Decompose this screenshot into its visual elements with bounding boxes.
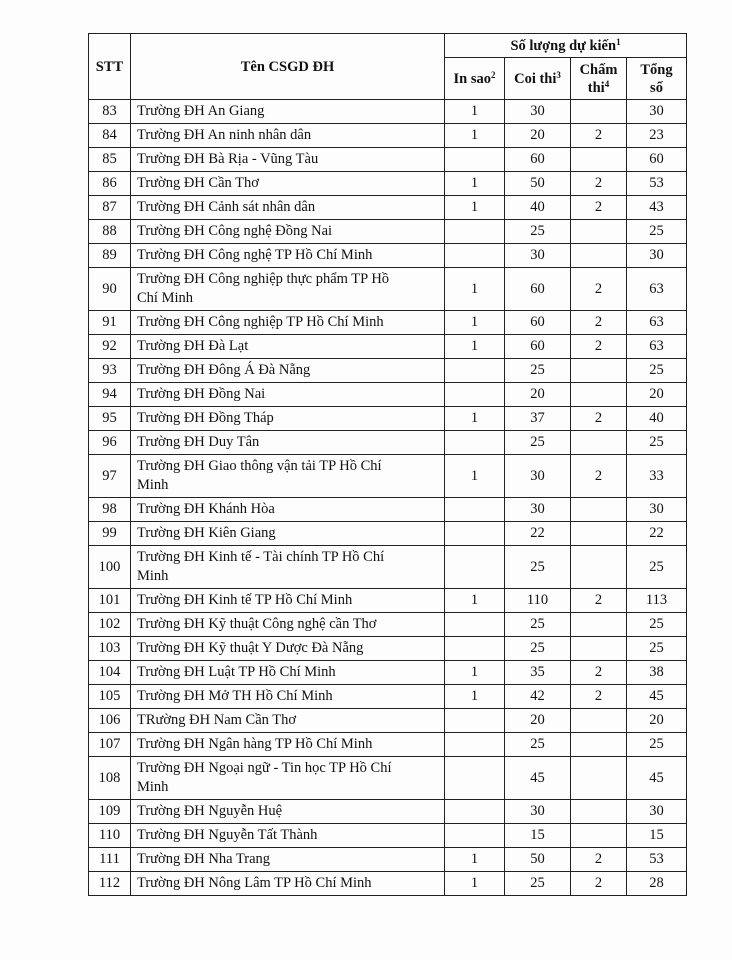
cell-tong-so: 25 — [627, 220, 687, 244]
header-name: Tên CSGD ĐH — [131, 34, 445, 100]
header-tong-so: Tổng số — [627, 58, 687, 100]
table-row — [89, 685, 687, 709]
cell-stt: 108 — [89, 757, 131, 800]
cell-name: Trường ĐH Nguyễn Tất Thành — [131, 824, 445, 848]
cell-stt: 105 — [89, 685, 131, 709]
cell-cham-thi — [571, 244, 627, 268]
table-row — [89, 335, 687, 359]
table-row — [89, 268, 687, 311]
cell-name: Trường ĐH Cảnh sát nhân dân — [131, 196, 445, 220]
cell-cham-thi — [571, 383, 627, 407]
cell-cham-thi: 2 — [571, 407, 627, 431]
cell-tong-so: 15 — [627, 824, 687, 848]
cell-stt: 92 — [89, 335, 131, 359]
university-quota-table — [88, 33, 687, 896]
cell-in-sao: 1 — [445, 589, 505, 613]
cell-cham-thi — [571, 546, 627, 589]
cell-cham-thi — [571, 522, 627, 546]
cell-stt: 84 — [89, 124, 131, 148]
cell-stt: 87 — [89, 196, 131, 220]
cell-tong-so: 23 — [627, 124, 687, 148]
cell-cham-thi: 2 — [571, 589, 627, 613]
cell-name: Trường ĐH An Giang — [131, 100, 445, 124]
cell-coi-thi: 50 — [505, 172, 571, 196]
cell-name: TRường ĐH Nam Cần Thơ — [131, 709, 445, 733]
cell-name: Trường ĐH Ngân hàng TP Hồ Chí Minh — [131, 733, 445, 757]
cell-in-sao: 1 — [445, 685, 505, 709]
table-row — [89, 148, 687, 172]
cell-cham-thi — [571, 613, 627, 637]
cell-in-sao: 1 — [445, 335, 505, 359]
cell-name: Trường ĐH Công nghệ TP Hồ Chí Minh — [131, 244, 445, 268]
cell-cham-thi — [571, 824, 627, 848]
table-row — [89, 311, 687, 335]
table-row — [89, 244, 687, 268]
cell-coi-thi: 20 — [505, 124, 571, 148]
cell-stt: 91 — [89, 311, 131, 335]
table-row — [89, 498, 687, 522]
cell-coi-thi: 30 — [505, 455, 571, 498]
table-row — [89, 800, 687, 824]
cell-tong-so: 113 — [627, 589, 687, 613]
table-row — [89, 383, 687, 407]
cell-coi-thi: 20 — [505, 383, 571, 407]
cell-in-sao: 1 — [445, 268, 505, 311]
cell-coi-thi: 60 — [505, 148, 571, 172]
cell-in-sao: 1 — [445, 661, 505, 685]
cell-coi-thi: 110 — [505, 589, 571, 613]
cell-tong-so: 43 — [627, 196, 687, 220]
cell-cham-thi — [571, 498, 627, 522]
cell-coi-thi: 25 — [505, 733, 571, 757]
cell-tong-so: 25 — [627, 613, 687, 637]
cell-name: Trường ĐH Đông Á Đà Nẵng — [131, 359, 445, 383]
cell-cham-thi: 2 — [571, 172, 627, 196]
cell-stt: 103 — [89, 637, 131, 661]
cell-tong-so: 25 — [627, 359, 687, 383]
cell-cham-thi — [571, 733, 627, 757]
cell-cham-thi — [571, 431, 627, 455]
table-row — [89, 613, 687, 637]
cell-stt: 95 — [89, 407, 131, 431]
cell-coi-thi: 30 — [505, 800, 571, 824]
cell-cham-thi: 2 — [571, 455, 627, 498]
cell-in-sao: 1 — [445, 124, 505, 148]
cell-tong-so: 20 — [627, 383, 687, 407]
header-group: Số lượng dự kiến$^1$ — [445, 34, 687, 58]
cell-coi-thi: 60 — [505, 335, 571, 359]
table-row — [89, 522, 687, 546]
cell-tong-so: 30 — [627, 800, 687, 824]
cell-stt: 88 — [89, 220, 131, 244]
cell-in-sao — [445, 522, 505, 546]
cell-cham-thi: 2 — [571, 196, 627, 220]
cell-tong-so: 63 — [627, 268, 687, 311]
cell-name: Trường ĐH Đồng Nai — [131, 383, 445, 407]
cell-stt: 86 — [89, 172, 131, 196]
cell-stt: 110 — [89, 824, 131, 848]
cell-tong-so: 28 — [627, 872, 687, 896]
cell-cham-thi: 2 — [571, 685, 627, 709]
header-cham-thi: Chấm thi$^4$ — [571, 58, 627, 100]
cell-tong-so: 60 — [627, 148, 687, 172]
cell-in-sao: 1 — [445, 311, 505, 335]
table-row — [89, 709, 687, 733]
cell-tong-so: 33 — [627, 455, 687, 498]
table-row — [89, 757, 687, 800]
cell-name: Trường ĐH Đồng Tháp — [131, 407, 445, 431]
cell-tong-so: 20 — [627, 709, 687, 733]
cell-in-sao: 1 — [445, 872, 505, 896]
cell-stt: 112 — [89, 872, 131, 896]
cell-coi-thi: 35 — [505, 661, 571, 685]
cell-name: Trường ĐH Nguyễn Huệ — [131, 800, 445, 824]
cell-tong-so: 63 — [627, 311, 687, 335]
cell-cham-thi: 2 — [571, 872, 627, 896]
cell-name: Trường ĐH Bà Rịa - Vũng Tàu — [131, 148, 445, 172]
cell-in-sao: 1 — [445, 848, 505, 872]
cell-stt: 109 — [89, 800, 131, 824]
cell-coi-thi: 25 — [505, 359, 571, 383]
cell-in-sao — [445, 757, 505, 800]
cell-cham-thi — [571, 148, 627, 172]
cell-name: Trường ĐH Giao thông vận tải TP Hồ Chí Minh — [131, 455, 445, 498]
cell-stt: 98 — [89, 498, 131, 522]
table-row — [89, 824, 687, 848]
cell-coi-thi: 42 — [505, 685, 571, 709]
cell-in-sao: 1 — [445, 172, 505, 196]
cell-coi-thi: 22 — [505, 522, 571, 546]
cell-coi-thi: 60 — [505, 311, 571, 335]
cell-name: Trường ĐH Duy Tân — [131, 431, 445, 455]
cell-stt: 104 — [89, 661, 131, 685]
table-row — [89, 407, 687, 431]
table-row — [89, 637, 687, 661]
cell-name: Trường ĐH Mở TH Hồ Chí Minh — [131, 685, 445, 709]
cell-cham-thi — [571, 100, 627, 124]
cell-name: Trường ĐH Kinh tế TP Hồ Chí Minh — [131, 589, 445, 613]
cell-name: Trường ĐH Nha Trang — [131, 848, 445, 872]
cell-coi-thi: 50 — [505, 848, 571, 872]
cell-cham-thi — [571, 800, 627, 824]
cell-cham-thi — [571, 757, 627, 800]
cell-stt: 93 — [89, 359, 131, 383]
cell-in-sao: 1 — [445, 100, 505, 124]
cell-coi-thi: 37 — [505, 407, 571, 431]
cell-name: Trường ĐH Luật TP Hồ Chí Minh — [131, 661, 445, 685]
cell-stt: 100 — [89, 546, 131, 589]
cell-stt: 94 — [89, 383, 131, 407]
cell-coi-thi: 25 — [505, 613, 571, 637]
cell-tong-so: 25 — [627, 431, 687, 455]
cell-coi-thi: 25 — [505, 431, 571, 455]
cell-in-sao — [445, 220, 505, 244]
cell-tong-so: 25 — [627, 637, 687, 661]
table-row — [89, 546, 687, 589]
cell-tong-so: 25 — [627, 546, 687, 589]
cell-coi-thi: 20 — [505, 709, 571, 733]
table-row — [89, 172, 687, 196]
cell-coi-thi: 25 — [505, 220, 571, 244]
cell-name: Trường ĐH Ngoại ngữ - Tin học TP Hồ Chí Minh — [131, 757, 445, 800]
cell-stt: 96 — [89, 431, 131, 455]
cell-tong-so: 25 — [627, 733, 687, 757]
cell-tong-so: 30 — [627, 244, 687, 268]
cell-stt: 89 — [89, 244, 131, 268]
cell-name: Trường ĐH Công nghiệp TP Hồ Chí Minh — [131, 311, 445, 335]
cell-in-sao — [445, 824, 505, 848]
cell-stt: 97 — [89, 455, 131, 498]
cell-in-sao — [445, 800, 505, 824]
cell-in-sao — [445, 431, 505, 455]
cell-coi-thi: 25 — [505, 872, 571, 896]
cell-cham-thi: 2 — [571, 848, 627, 872]
cell-coi-thi: 30 — [505, 100, 571, 124]
table-row — [89, 661, 687, 685]
cell-tong-so: 30 — [627, 100, 687, 124]
cell-cham-thi: 2 — [571, 124, 627, 148]
cell-name: Trường ĐH Cần Thơ — [131, 172, 445, 196]
cell-in-sao — [445, 546, 505, 589]
cell-tong-so: 45 — [627, 685, 687, 709]
cell-in-sao — [445, 359, 505, 383]
table-row — [89, 872, 687, 896]
cell-in-sao — [445, 709, 505, 733]
cell-cham-thi — [571, 709, 627, 733]
cell-stt: 90 — [89, 268, 131, 311]
cell-tong-so: 53 — [627, 848, 687, 872]
cell-cham-thi: 2 — [571, 661, 627, 685]
cell-name: Trường ĐH Công nghệ Đồng Nai — [131, 220, 445, 244]
table-row — [89, 100, 687, 124]
cell-name: Trường ĐH Kỹ thuật Y Dược Đà Nẵng — [131, 637, 445, 661]
table-row — [89, 733, 687, 757]
cell-cham-thi: 2 — [571, 268, 627, 311]
table-header — [89, 34, 687, 100]
cell-coi-thi: 25 — [505, 546, 571, 589]
cell-tong-so: 45 — [627, 757, 687, 800]
cell-tong-so: 30 — [627, 498, 687, 522]
cell-tong-so: 63 — [627, 335, 687, 359]
cell-in-sao: 1 — [445, 455, 505, 498]
cell-name: Trường ĐH Nông Lâm TP Hồ Chí Minh — [131, 872, 445, 896]
cell-cham-thi: 2 — [571, 311, 627, 335]
cell-in-sao — [445, 498, 505, 522]
cell-stt: 83 — [89, 100, 131, 124]
cell-tong-so: 53 — [627, 172, 687, 196]
cell-cham-thi — [571, 220, 627, 244]
cell-name: Trường ĐH Kiên Giang — [131, 522, 445, 546]
cell-tong-so: 38 — [627, 661, 687, 685]
header-stt: STT — [89, 34, 131, 100]
cell-coi-thi: 45 — [505, 757, 571, 800]
cell-coi-thi: 60 — [505, 268, 571, 311]
cell-in-sao — [445, 244, 505, 268]
cell-name: Trường ĐH Kinh tế - Tài chính TP Hồ Chí Minh — [131, 546, 445, 589]
cell-stt: 106 — [89, 709, 131, 733]
cell-in-sao — [445, 733, 505, 757]
cell-cham-thi — [571, 359, 627, 383]
cell-name: Trường ĐH An ninh nhân dân — [131, 124, 445, 148]
cell-stt: 101 — [89, 589, 131, 613]
cell-in-sao — [445, 383, 505, 407]
cell-coi-thi: 30 — [505, 244, 571, 268]
cell-cham-thi — [571, 637, 627, 661]
cell-in-sao — [445, 637, 505, 661]
header-in-sao: In sao$^2$ — [445, 58, 505, 100]
cell-in-sao — [445, 613, 505, 637]
cell-coi-thi: 30 — [505, 498, 571, 522]
table-row — [89, 848, 687, 872]
cell-stt: 107 — [89, 733, 131, 757]
cell-name: Trường ĐH Khánh Hòa — [131, 498, 445, 522]
table-row — [89, 196, 687, 220]
cell-in-sao — [445, 148, 505, 172]
cell-coi-thi: 40 — [505, 196, 571, 220]
cell-name: Trường ĐH Đà Lạt — [131, 335, 445, 359]
cell-tong-so: 22 — [627, 522, 687, 546]
table-row — [89, 220, 687, 244]
cell-tong-so: 40 — [627, 407, 687, 431]
header-coi-thi: Coi thi$^3$ — [505, 58, 571, 100]
table-body — [89, 100, 687, 896]
cell-coi-thi: 25 — [505, 637, 571, 661]
cell-in-sao: 1 — [445, 196, 505, 220]
table-row — [89, 359, 687, 383]
cell-stt: 85 — [89, 148, 131, 172]
cell-coi-thi: 15 — [505, 824, 571, 848]
cell-cham-thi: 2 — [571, 335, 627, 359]
table-row — [89, 589, 687, 613]
cell-name: Trường ĐH Công nghiệp thực phẩm TP Hồ Chí Minh — [131, 268, 445, 311]
table-row — [89, 455, 687, 498]
cell-in-sao: 1 — [445, 407, 505, 431]
table-row — [89, 431, 687, 455]
cell-stt: 102 — [89, 613, 131, 637]
table-row — [89, 124, 687, 148]
cell-name: Trường ĐH Kỹ thuật Công nghệ cần Thơ — [131, 613, 445, 637]
cell-stt: 111 — [89, 848, 131, 872]
cell-stt: 99 — [89, 522, 131, 546]
